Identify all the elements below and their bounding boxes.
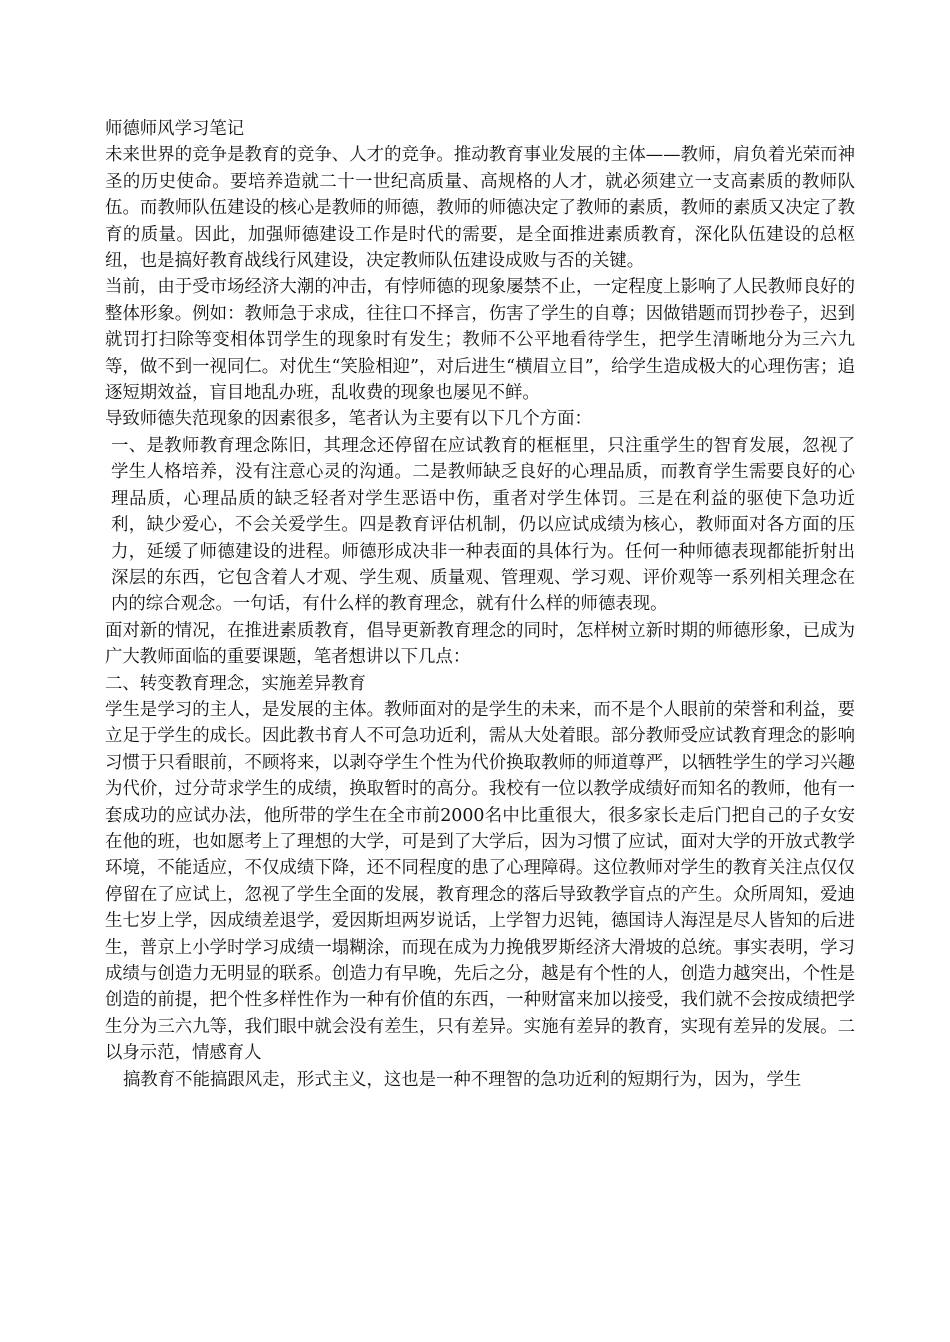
- document-title: 师德师风学习笔记: [105, 119, 245, 139]
- section-heading-2: 二、转变教育理念，实施差异教育: [105, 673, 366, 694]
- paragraph-intro: 未来世界的竞争是教育的竞争、人才的竞争。推动教育事业发展的主体——教师，肩负着光荣而神圣的历史使命。要培养造就二十一世纪高质量、高规格的人才，就必须建立一支高素质的教师队伍。而教师队伍建设的核心是教师的师德，教师的师德决定了教师的素质，教师的素质又决定了教育的质量。因此，加强师德建设工作是时代的需要，是全面推进素质教育，深化队伍建设的总枢纽，也是搞好教育战线行风建设，决定教师队伍建设成败与否的关键。: [105, 145, 855, 272]
- paragraph-new-situation: 面对新的情况，在推进素质教育，倡导更新教育理念的同时，怎样树立新时期的师德形象，已成为广大教师面临的重要课题，笔者想讲以下几点：: [105, 620, 855, 668]
- paragraph-trailing: 搞教育不能搞跟风走，形式主义，这也是一种不理智的急功近利的短期行为，因为，学生: [123, 1069, 802, 1090]
- paragraph-current-problems: 当前，由于受市场经济大潮的冲击，有悖师德的现象屡禁不止，一定程度上影响了人民教师良好的整体形象。例如：教师急于求成，往往口不择言，伤害了学生的自尊；因做错题而罚抄卷子，迟到就罚打扫除等变相体罚学生的现象时有发生；教师不公平地看待学生，把学生清晰地分为三六九等，做不到一视同仁。对优生“笑脸相迎”，对后进生“横眉立目”，给学生造成极大的心理伤害；追逐短期效益，盲目地乱办班，乱收费的现象也屡见不鲜。: [105, 277, 855, 404]
- document-page: [105, 116, 855, 1093]
- paragraph-factors-list: 一、是教师教育理念陈旧，其理念还停留在应试教育的框框里，只注重学生的智育发展，忽视了学生人格培养，没有注意心灵的沟通。二是教师缺乏良好的心理品质，而教育学生需要良好的心理品质，心理品质的缺乏轻者对学生恶语中伤，重者对学生体罚。三是在利益的驱使下急功近利，缺少爱心，不会关爱学生。四是教育评估机制，仍以应试成绩为核心，教师面对各方面的压力，延缓了师德建设的进程。师德形成决非一种表面的具体行为。任何一种师德表现都能折射出深层的东西，它包含着人才观、学生观、质量观、管理观、学习观、评价观等一系列相关理念在内的综合观念。一句话，有什么样的教育理念，就有什么样的师德表现。: [111, 435, 855, 615]
- paragraph-differential-education: 学生是学习的主人，是发展的主体。教师面对的是学生的未来，而不是个人眼前的荣誉和利益，要立足于学生的成长。因此教书育人不可急功近利，需从大处着眼。部分教师受应试教育理念的影响习惯于只看眼前，不顾将来，以剥夺学生个性为代价换取教师的师道尊严，以牺牲学生的学习兴趣为代价，过分苛求学生的成绩，换取暂时的高分。我校有一位以教学成绩好而知名的教师，他有一套成功的应试办法，他所带的学生在全市前2000名中比重很大，很多家长走后门把自己的子女安在他的班，也如愿考上了理想的大学，可是到了大学后，因为习惯了应试，面对大学的开放式教学环境，不能适应，不仅成绩下降，还不同程度的患了心理障碍。这位教师对学生的教育关注点仅仅停留在了应试上，忽视了学生全面的发展，教育理念的落后导致教学盲点的产生。众所周知，爱迪生七岁上学，因成绩差退学，爱因斯坦两岁说话，上学智力迟钝，德国诗人海涅是尽人皆知的后进生，普京上小学时学习成绩一塌糊涂，而现在成为力挽俄罗斯经济大滑坡的总统。事实表明，学习成绩与创造力无明显的联系。创造力有早晚，先后之分，越是有个性的人，创造力越突出，个性是创造的前提，把个性多样性作为一种有价值的东西，一种财富来加以接受，我们就不会按成绩把学生分为三六九等，我们眼中就会没有差生，只有差异。实施有差异的教育，实现有差异的发展。二以身示范，情感育人: [105, 699, 855, 1064]
- paragraph-factors-lead: 导致师德失范现象的因素很多，笔者认为主要有以下几个方面：: [105, 409, 592, 430]
